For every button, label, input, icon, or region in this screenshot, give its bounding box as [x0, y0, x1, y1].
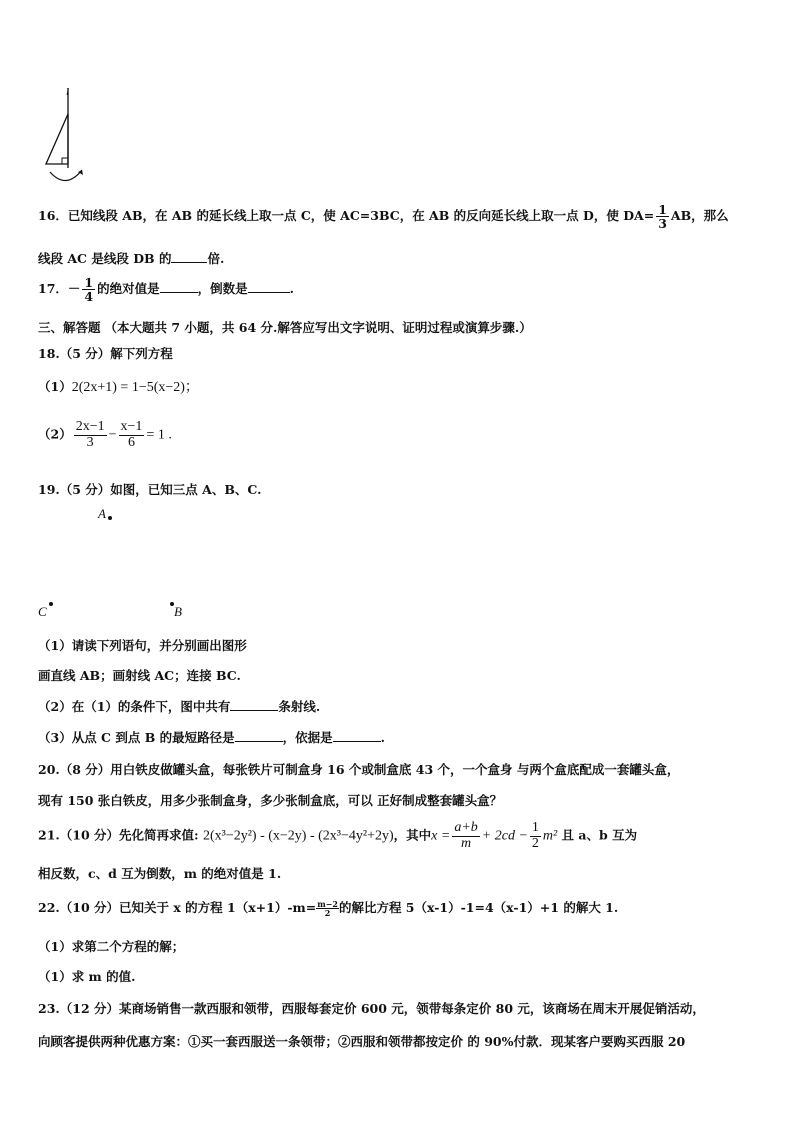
question-19-part1-detail: 画直线 AB；画射线 AC；连接 BC. — [38, 668, 241, 683]
point-c-dot — [49, 602, 53, 606]
q19-p3-a: （3）从点 C 到点 B 的最短路径是 — [38, 730, 235, 745]
q21-head: 21.（10 分）先化简再求值: — [38, 827, 203, 843]
q18-p1-expression: 2(2x+1) = 1−5(x−2)； — [71, 380, 199, 395]
q21-mid: ，其中 — [393, 827, 432, 843]
question-18-header: 18.（5 分）解下列方程 — [38, 346, 173, 361]
q16-fraction — [656, 203, 669, 230]
q17-frac-num: 1 — [84, 275, 94, 290]
triangle-rotation-figure — [38, 86, 94, 190]
q21-fraction-2 — [530, 821, 541, 851]
q21-fraction-1 — [452, 821, 479, 851]
question-22 — [38, 898, 618, 917]
q19-blank-reason[interactable] — [333, 729, 381, 742]
q19-blank-rays[interactable] — [230, 698, 278, 711]
q16-text-a: 16．已知线段 AB，在 AB 的延长线上取一点 C，使 AC=3BC，在 AB 的反向延长线上取一点 D，使 DA= — [38, 208, 655, 224]
q18-fraction-2 — [119, 420, 145, 450]
question-23-line2: 向顾客提供两种优惠方案：①买一套西服送一条领带；②西服和领带都按定价 的 90%付款．现某客户要购买西服 20 — [38, 1034, 686, 1049]
q17-blank-reciprocal[interactable] — [248, 280, 290, 293]
question-19-part3 — [38, 728, 385, 746]
q19-blank-path[interactable] — [235, 729, 283, 742]
q18-f1-den: 3 — [86, 434, 94, 450]
q22-f-den: 2 — [324, 908, 331, 918]
q22-f-num: m−2 — [317, 899, 338, 909]
q17-frac-den: 4 — [84, 289, 94, 305]
question-23-line1: 23.（12 分）某商场销售一款西服和领带，西服每套定价 600 元，领带每条定价 80 元，该商场在周末开展促销活动， — [38, 1001, 705, 1016]
question-21 — [38, 821, 637, 851]
q19-p3-b: ，依据是 — [282, 730, 333, 745]
q16-frac-num: 1 — [658, 202, 667, 217]
right-angle-mark — [62, 158, 68, 164]
q18-f2-num: x−1 — [120, 419, 143, 434]
q18-minus: − — [108, 427, 117, 443]
q22-text-a: 22.（10 分）已知关于 x 的方程 1（x+1）-m= — [38, 900, 317, 915]
q19-p2-b: 条射线. — [278, 699, 321, 714]
q18-fraction-1 — [74, 420, 107, 450]
q17-fraction — [82, 276, 95, 303]
q21-m-squared: m² — [542, 828, 558, 844]
q21-plus-term: + 2cd − — [481, 828, 528, 844]
question-19-header: 19.（5 分）如图，已知三点 A、B、C. — [38, 482, 262, 497]
q17-blank-abs[interactable] — [160, 280, 198, 293]
question-22-part2: （1）求 m 的值. — [38, 969, 136, 984]
right-triangle — [46, 114, 68, 164]
q21-f1-num: a+b — [454, 820, 478, 835]
section-3-note: （本大题共 7 小题，共 64 分.解答应写出文字说明、证明过程或演算步骤.） — [104, 320, 532, 335]
section-3-title: 三、解答题 — [38, 320, 101, 335]
question-16-line2 — [38, 249, 224, 267]
question-21-line2: 相反数，c、d 互为倒数，m 的绝对值是 1. — [38, 866, 282, 881]
q18-p1-label: （1） — [38, 379, 72, 394]
q18-f2-den: 6 — [127, 434, 135, 450]
q21-x-equals: x = — [431, 828, 451, 844]
q18-p2-label: （2） — [38, 426, 72, 442]
question-19-part1: （1）请读下列语句，并分别画出图形 — [38, 638, 247, 653]
question-19-part2 — [38, 697, 320, 715]
rotation-arrow — [50, 170, 82, 181]
q19-p3-c: . — [380, 730, 385, 745]
question-22-part1: （1）求第二个方程的解； — [38, 939, 185, 954]
q21-tail: 且 a、b 互为 — [557, 827, 638, 843]
section-3-heading — [38, 318, 532, 336]
q21-f2-num: 1 — [531, 820, 539, 835]
q16-answer-blank[interactable] — [171, 250, 207, 263]
q21-expression: 2(x³−2y²) - (x−2y) - (2x³−4y²+2y) — [202, 828, 394, 844]
point-a-dot — [108, 516, 112, 520]
q16-frac-den: 3 — [658, 216, 667, 232]
question-16 — [38, 203, 729, 230]
q16-line2-b: 倍. — [207, 251, 225, 266]
question-20-line2: 现有 150 张白铁皮，用多少张制盒身，多少张制盒底，可以 正好制成整套罐头盒？ — [38, 793, 503, 808]
point-a-label: A — [98, 506, 106, 521]
q16-text-b: AB，那么 — [670, 208, 729, 224]
q16-line2-a: 线段 AC 是线段 DB 的 — [38, 251, 172, 266]
q17-text-a: 的绝对值是 — [97, 281, 160, 297]
q22-text-b: 的解比方程 5（x-1）-1=4（x-1）+1 的解大 1. — [338, 900, 619, 915]
q19-p2-a: （2）在（1）的条件下，图中共有 — [38, 699, 231, 714]
q21-f2-den: 2 — [531, 835, 539, 851]
question-17 — [38, 276, 294, 303]
q22-fraction — [316, 900, 339, 917]
q21-f1-den: m — [460, 835, 472, 851]
q17-text-c: . — [289, 281, 294, 297]
question-20-line1: 20.（8 分）用白铁皮做罐头盒，每张铁片可制盒身 16 个或制盒底 43 个，一个盒身 与两个盒底配成一套罐头盒， — [38, 762, 680, 777]
q17-text-b: ，倒数是 — [197, 281, 248, 297]
point-c-label: C — [38, 604, 47, 619]
question-18-part2 — [38, 420, 172, 450]
q18-rhs: = 1 . — [146, 427, 172, 443]
label-l: l — [66, 86, 70, 98]
point-b-label: B — [174, 604, 182, 619]
q18-f1-num: 2x−1 — [75, 419, 105, 434]
q17-prefix: 17．－ — [38, 281, 81, 297]
question-18-part1 — [38, 376, 199, 396]
